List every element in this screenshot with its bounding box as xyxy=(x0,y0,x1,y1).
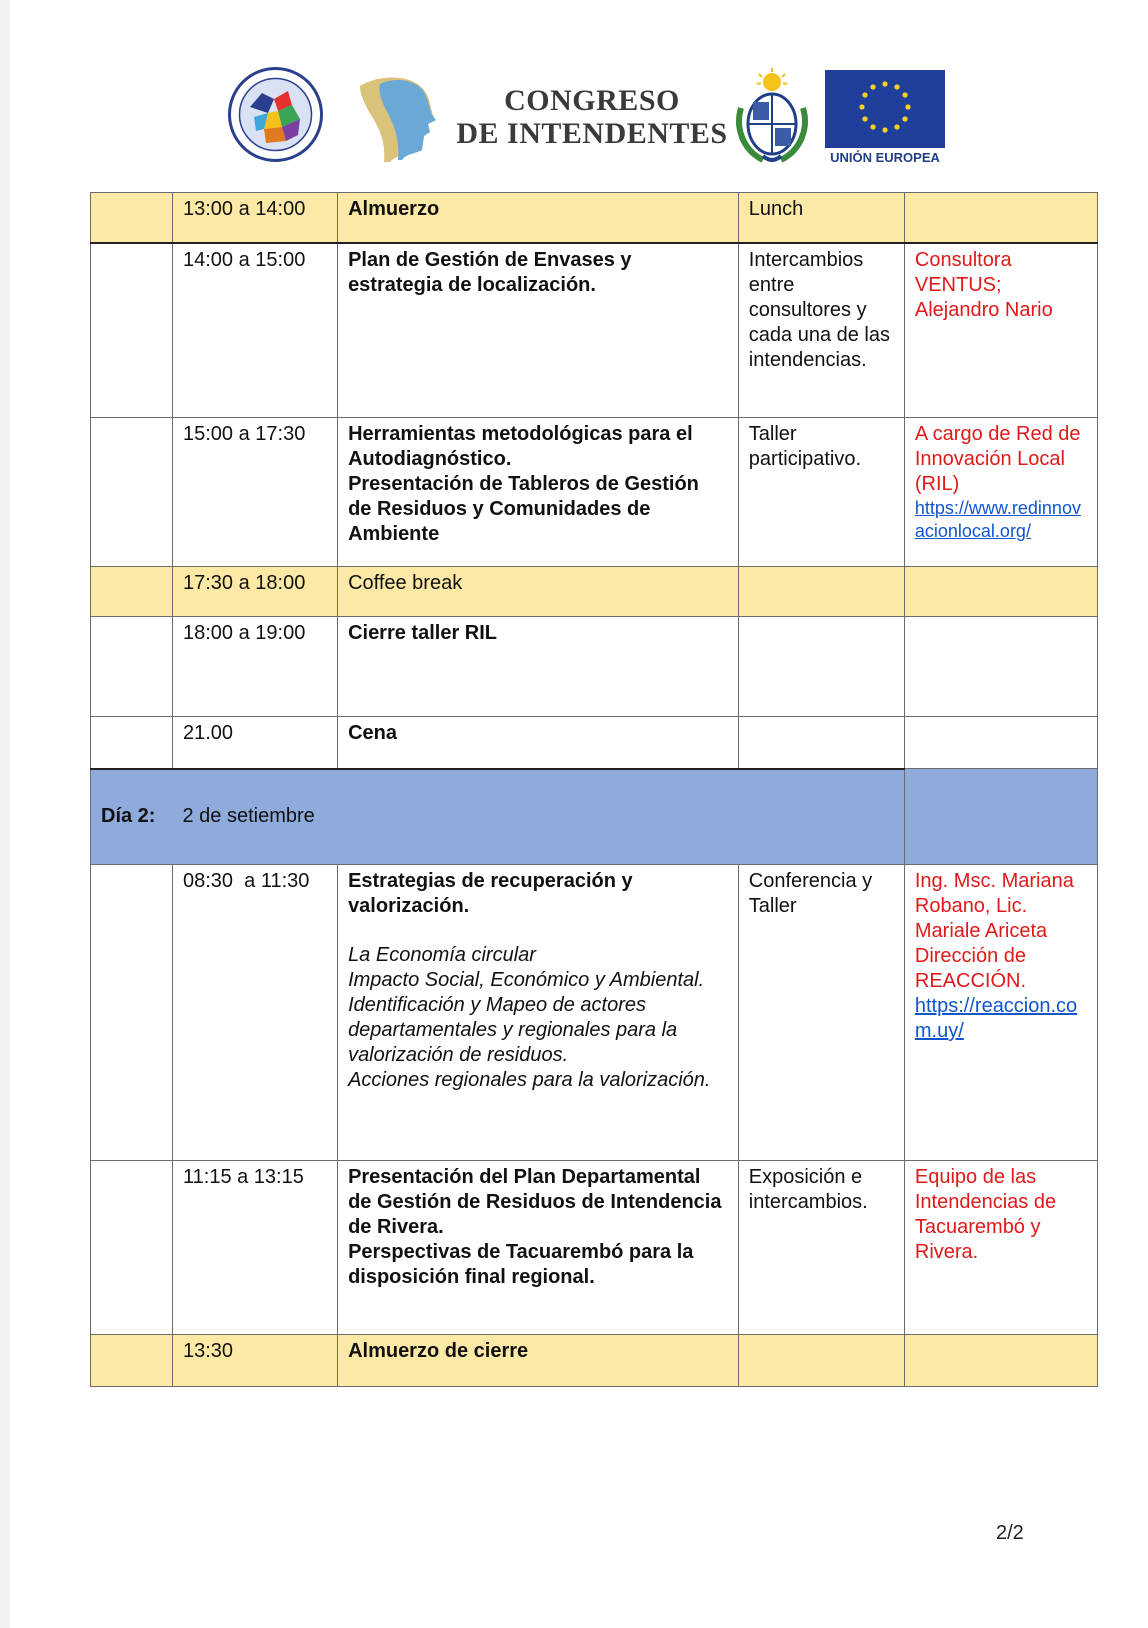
activity-text: Herramientas metodológicas para el Autodiagnóstico. xyxy=(348,423,693,470)
reaccion-link[interactable]: https://reaccion.com.uy/ xyxy=(914,995,1078,1042)
time-cell: 17:30 a 18:00 xyxy=(173,567,338,617)
format-cell: Exposición e intercambios. xyxy=(738,1161,904,1335)
format-cell: Conferencia y Taller xyxy=(738,865,904,1161)
responsible-cell xyxy=(904,193,1097,243)
activity-cell: Coffee break xyxy=(338,567,739,617)
congress-title-line2: DE INTENDENTES xyxy=(456,117,728,150)
day-cell xyxy=(91,717,173,769)
format-cell: Intercambios entre consultores y cada una de las intendencias. xyxy=(738,243,904,418)
activity-cell: Almuerzo de cierre xyxy=(338,1335,739,1387)
activity-cell xyxy=(338,865,739,1161)
responsible-cell xyxy=(904,865,1097,1161)
responsible-cell xyxy=(904,1335,1097,1387)
responsible-cell: Equipo de las Intendencias de Tacuarembó y Rivera. xyxy=(904,1161,1097,1335)
responsible-cell xyxy=(904,617,1097,717)
format-cell: Lunch xyxy=(738,193,904,243)
time-cell: 15:00 a 17:30 xyxy=(173,418,338,567)
time-cell: 13:30 xyxy=(173,1335,338,1387)
day-cell xyxy=(91,865,173,1161)
day-cell xyxy=(91,1335,173,1387)
activity-cell: Almuerzo xyxy=(338,193,739,243)
day-header-empty xyxy=(904,769,1097,865)
profile-heads-logo xyxy=(350,70,440,165)
format-cell xyxy=(738,617,904,717)
time-cell: 13:00 a 14:00 xyxy=(173,193,338,243)
table-row xyxy=(91,617,1098,717)
day-cell xyxy=(91,243,173,418)
format-cell xyxy=(738,567,904,617)
activity-cell: Cierre taller RIL xyxy=(338,617,739,717)
congress-title-line1: CONGRESO xyxy=(504,84,680,117)
responsible-cell xyxy=(904,567,1097,617)
table-row xyxy=(91,1335,1098,1387)
activity-cell: Plan de Gestión de Envases y estrategia de localización. xyxy=(338,243,739,418)
time-cell: 21.00 xyxy=(173,717,338,769)
responsible-cell: Consultora VENTUS; Alejandro Nario xyxy=(904,243,1097,418)
activity-text-2: Presentación de Tableros de Gestión de Residuos y Comunidades de Ambiente xyxy=(348,473,699,545)
congress-emblem-logo xyxy=(228,67,323,162)
day-header-row xyxy=(91,769,1098,865)
format-cell xyxy=(738,717,904,769)
table-row xyxy=(91,243,1098,418)
time-cell: 14:00 a 15:00 xyxy=(173,243,338,418)
format-cell: Taller participativo. xyxy=(738,418,904,567)
activity-detail: Impacto Social, Económico y Ambiental. xyxy=(348,969,705,991)
table-row xyxy=(91,1161,1098,1335)
document-page xyxy=(10,0,1148,1628)
page-header xyxy=(10,0,1148,180)
congress-title xyxy=(442,84,742,150)
responsible-text: Ing. Msc. Mariana Robano, Lic. Mariale Ariceta Dirección de REACCIÓN. xyxy=(914,870,1074,992)
day-cell xyxy=(91,193,173,243)
time-cell: 08:30 a 11:30 xyxy=(173,865,338,1161)
responsible-text: A cargo de Red de Innovación Local (RIL) xyxy=(914,423,1081,495)
activity-cell: Cena xyxy=(338,717,739,769)
responsible-cell xyxy=(904,717,1097,769)
day-cell xyxy=(91,1161,173,1335)
day-date: 2 de setiembre xyxy=(173,769,905,865)
activity-text-2: Perspectivas de Tacuarembó para la disposición final regional. xyxy=(348,1241,694,1288)
table-row xyxy=(91,418,1098,567)
eu-label: UNIÓN EUROPEA xyxy=(830,150,940,165)
table-row xyxy=(91,717,1098,769)
uruguay-coat-of-arms xyxy=(733,68,811,166)
day-cell xyxy=(91,418,173,567)
activity-detail: La Economía circular xyxy=(348,944,536,966)
time-cell: 11:15 a 13:15 xyxy=(173,1161,338,1335)
activity-text: Presentación del Plan Departamental de Gestión de Residuos de Intendencia de Rivera. xyxy=(348,1166,722,1238)
table-row xyxy=(91,567,1098,617)
table-row xyxy=(91,193,1098,243)
day-cell xyxy=(91,617,173,717)
activity-detail: Identificación y Mapeo de actores departamentales y regionales para la valorización de residuos. xyxy=(348,994,678,1066)
page-number: 2/2 xyxy=(996,1522,1024,1544)
agenda-table xyxy=(90,192,1098,1387)
activity-text: Estrategias de recuperación y valorización. xyxy=(348,870,633,917)
activity-cell xyxy=(338,1161,739,1335)
ril-link[interactable]: https://www.redinnovacionlocal.org/ xyxy=(914,498,1081,541)
responsible-cell xyxy=(904,418,1097,567)
format-cell xyxy=(738,1335,904,1387)
day-cell xyxy=(91,567,173,617)
table-row xyxy=(91,865,1098,1161)
activity-detail: Acciones regionales para la valorización. xyxy=(348,1069,711,1091)
time-cell: 18:00 a 19:00 xyxy=(173,617,338,717)
day-label: Día 2: xyxy=(91,769,173,865)
activity-cell xyxy=(338,418,739,567)
